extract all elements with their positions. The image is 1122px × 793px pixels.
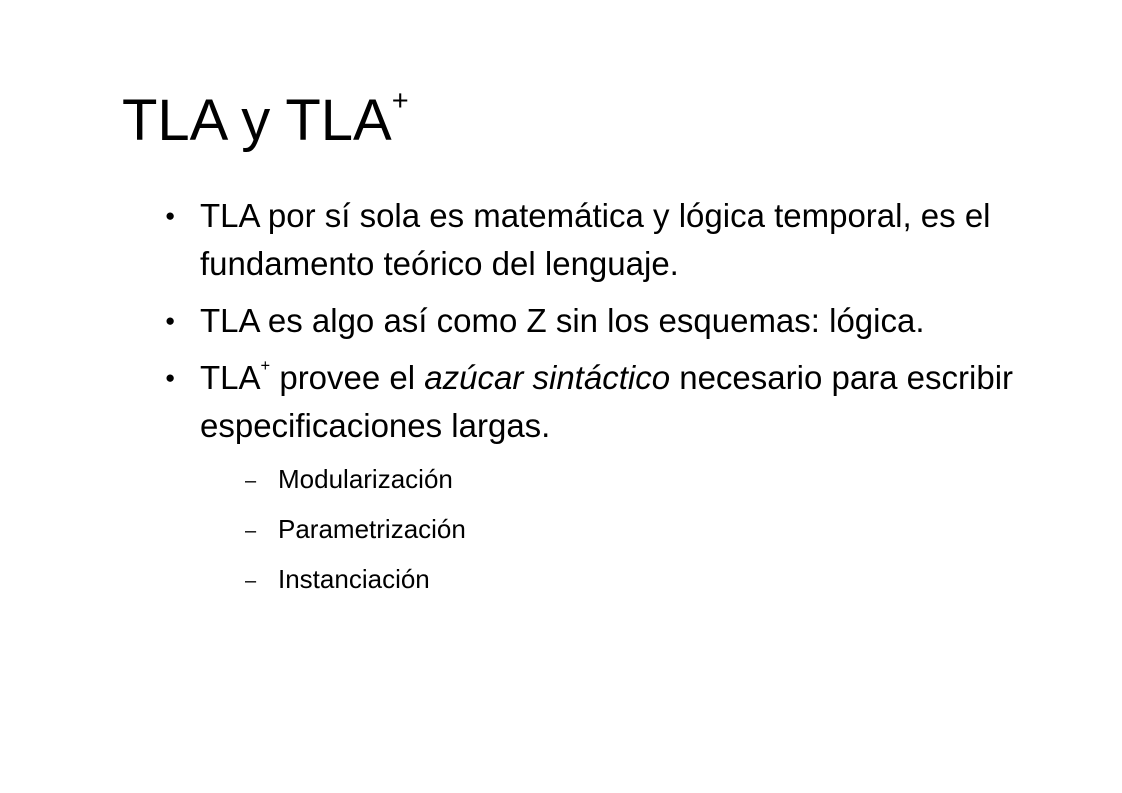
bullet-list (165, 192, 1065, 613)
bullet-icon: ● (165, 206, 176, 225)
sub-item-instanciacion (200, 554, 1065, 604)
bullet-superscript: + (260, 357, 271, 376)
bullet-text: TLA es algo así como Z sin los esquemas: lógica. (200, 302, 925, 339)
bullet-item-3 (165, 354, 1065, 604)
bullet-item-1 (165, 192, 1065, 288)
dash-icon: – (245, 570, 257, 592)
bullet-text: TLA por sí sola es matemática y lógica temporal, es el fundamento teórico del lenguaje. (200, 197, 991, 282)
title-superscript: + (391, 84, 409, 117)
dash-icon: – (245, 520, 257, 542)
bullet-text-suffix: necesario para escribir especificaciones largas. (200, 359, 1014, 444)
bullet-text-mid: provee el (270, 359, 425, 396)
sub-item-label: Modularización (278, 464, 453, 494)
bullet-text-emphasis: azúcar sintáctico (424, 359, 671, 396)
sub-item-label: Parametrización (278, 514, 466, 544)
bullet-icon: ● (165, 311, 176, 330)
sub-item-modularizacion (200, 454, 1065, 504)
slide-title-text: TLA y TLA (122, 88, 392, 153)
sub-item-parametrizacion (200, 504, 1065, 554)
bullet-text-prefix: TLA (200, 359, 261, 396)
sub-list (200, 454, 1065, 604)
bullet-icon: ● (165, 368, 176, 387)
sub-item-label: Instanciación (278, 564, 430, 594)
dash-icon: – (245, 470, 257, 492)
slide-title (122, 84, 409, 154)
bullet-item-2 (165, 297, 1065, 345)
